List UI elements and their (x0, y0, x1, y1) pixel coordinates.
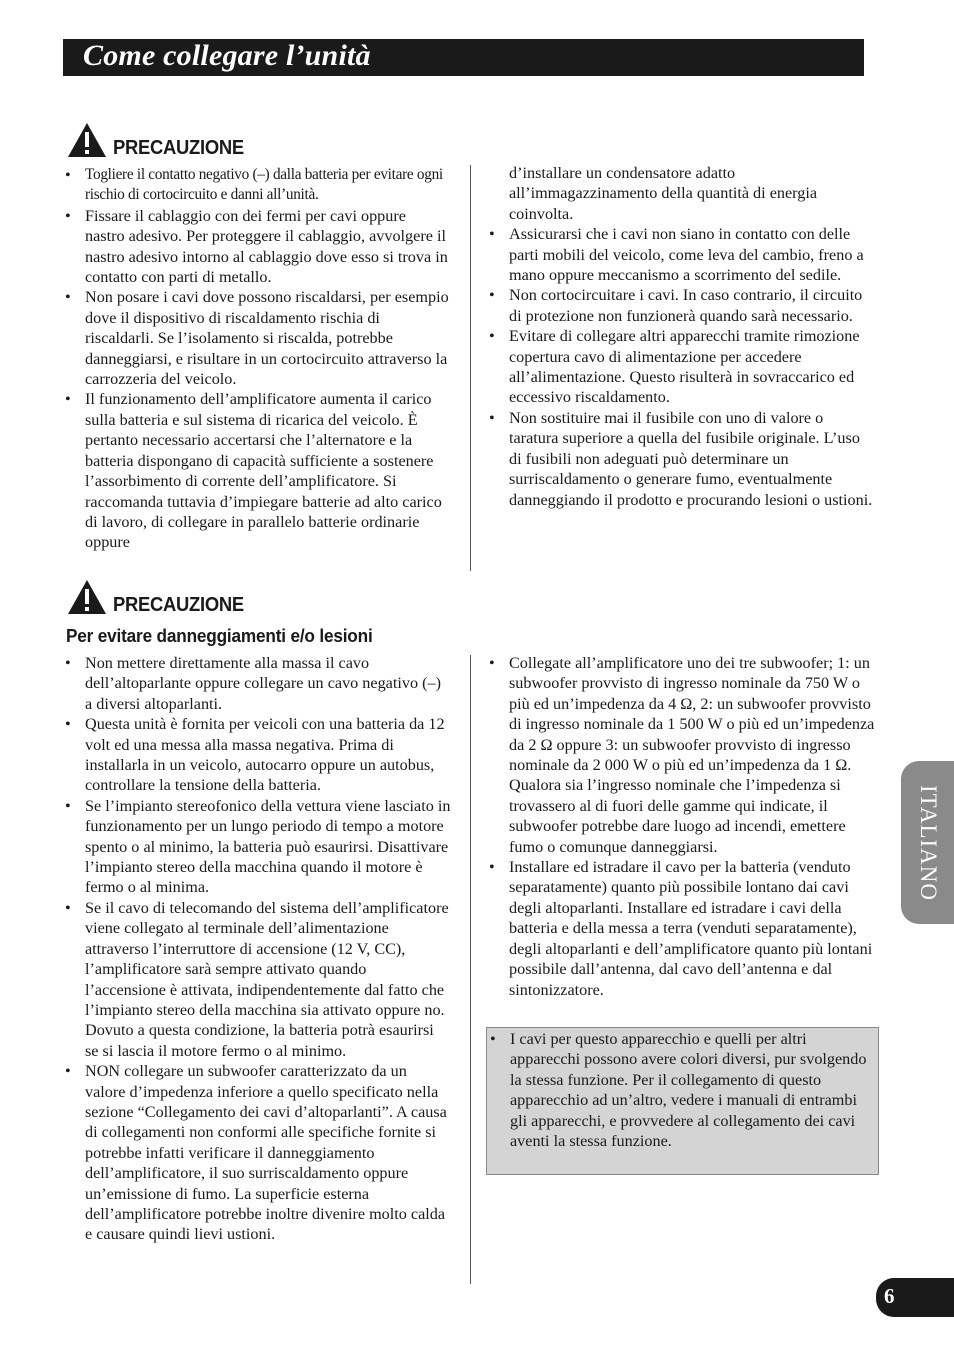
caution-list-2-left (63, 653, 451, 1245)
caution-list-2-right (487, 653, 876, 1000)
section-subheading: Per evitare danneggiamenti e/o lesioni (66, 625, 373, 646)
warning-triangle-icon (67, 579, 107, 615)
list-item: • Non sostituire mai il fusibile con uno di valore o taratura superiore a quella del fusibile originale. L’uso di fusibili non adeguati può determinare un surriscaldamento o generare fumo, eventualmente danneggiando il prodotto e procurando lesioni o ustioni. (487, 408, 875, 510)
list-item: • Non mettere direttamente alla massa il cavo dell’altoparlante oppure collegare un cavo negativo (–) a diversi altoparlanti. (63, 653, 451, 714)
list-item: • NON collegare un subwoofer caratterizzato da un valore d’impedenza inferiore a quello specificato nella sezione “Collegamento dei cavi d’altoparlanti”. A causa di collegamenti non conformi alle specifiche fornite si potrebbe infatti verificare il danneggiamento dell’amplificatore, il suo surriscaldamento oppure un’emissione di fumo. La superficie esterna dell’amplificatore potrebbe inoltre divenire molto calda e causare quindi lievi ustioni. (63, 1061, 451, 1245)
column-divider (470, 655, 471, 1284)
list-item: • Se il cavo di telecomando del sistema dell’amplificatore viene collegato al terminale dell’alimentazione attraverso l’interruttore di accensione (12 V, CC), l’amplificatore sarà sempre attivato quando l’accensione è attivata, indipendentemente dal fatto che l’impianto stereo della macchina sia attivato oppure no. Dovuto a questa condizione, la batteria potrà esaurirsi se si lascia il motore fermo o al minimo. (63, 898, 451, 1061)
language-tab (901, 761, 954, 924)
caution-list-1-left (63, 165, 449, 553)
language-tab-label: ITALIANO (915, 784, 941, 901)
note-box (486, 1027, 879, 1175)
list-item-continuation: d’installare un condensatore adatto all’immagazzinamento della quantità di energia coinvolta. (509, 164, 818, 223)
column-divider (470, 165, 471, 571)
caution-heading-2 (67, 579, 255, 615)
caution-label: PRECAUZIONE (113, 594, 244, 616)
title-bar (63, 39, 864, 76)
warning-triangle-icon (67, 122, 107, 158)
list-item: • Installare ed istradare il cavo per la batteria (venduto separatamente) quanto più possibile lontano dai cavi degli altoparlanti. Installare ed istradare i cavi della batteria e della messa a terra (venduti separatamente), degli altoparlanti e dell’amplificatore quanto più lontani possibile dall’antenna, dal cavo dell’antenna e dal sintonizzatore. (487, 857, 876, 1000)
list-item: • Il funzionamento dell’amplificatore aumenta il carico sulla batteria e sul sistema di ricarica del veicolo. È pertanto necessario accertarsi che l’alternatore e la batteria dispongano di capacità sufficiente a sostenere l’assorbimento di corrente dell’amplificatore. Si raccomanda tuttavia d’impiegare batterie ad alto carico di lavoro, di collegare in parallelo batterie ordinarie oppure (63, 389, 449, 552)
list-item: • Togliere il contatto negativo (–) dalla batteria per evitare ogni rischio di cortocircuito e danni all’unità. (63, 165, 449, 206)
page-number: 6 (884, 1284, 895, 1308)
list-item: • Collegate all’amplificatore uno dei tre subwoofer; 1: un subwoofer provvisto di ingresso nominale da 750 W o più ed un’impedenza da 4 Ω, 2: un subwoofer provvisto di ingresso nominale da 1 500 W o più ed un’impedenza da 2 Ω oppure 3: un subwoofer provvisto di ingresso nominale da 2 000 W o più ed un’impedenza da 1 Ω. Qualora sia l’ingresso nominale che l’impedenza si trovassero al di fuori delle gamme qui indicate, il subwoofer potrebbe dare luogo ad incendi, emettere fumo o comunque danneggiarsi. (487, 653, 876, 857)
page-title: Come collegare l’unità (83, 39, 371, 72)
list-item: • Assicurarsi che i cavi non siano in contatto con delle parti mobili del veicolo, come leva del cambio, freno a mano oppure meccanismo a scorrimento del sedile. (487, 224, 875, 285)
list-item: • Non cortocircuitare i cavi. In caso contrario, il circuito di protezione non funzionerà quando sarà necessario. (487, 285, 875, 326)
note-list (488, 1029, 872, 1151)
list-item: • Non posare i cavi dove possono riscaldarsi, per esempio dove il dispositivo di riscaldamento rischia di riscaldarli. Se l’isolamento si riscalda, potrebbe danneggiarsi, e risultare in un cortocircuito attraverso la carrozzeria del veicolo. (63, 287, 449, 389)
list-item: • Se l’impianto stereofonico della vettura viene lasciato in funzionamento per un lungo periodo di tempo a motore spento o al minimo, la batteria può esaurirsi. Disattivare l’impianto stereo della macchina quando il motore è fermo o al minima. (63, 796, 451, 898)
caution-heading-1 (67, 122, 255, 158)
caution-label: PRECAUZIONE (113, 137, 244, 159)
caution-list-1-right (487, 163, 875, 510)
page-number-tab (876, 1278, 954, 1317)
list-item: • Questa unità è fornita per veicoli con una batteria da 12 volt ed una messa alla massa negativa. Prima di installarla in un veicolo, autocarro oppure un autobus, controllare la tensione della batteria. (63, 714, 451, 796)
list-item: • Evitare di collegare altri apparecchi tramite rimozione copertura cavo di alimentazione per accedere all’alimentazione. Questo risulterà in sovraccarico ed eccessivo riscaldamento. (487, 326, 875, 408)
list-item: • Fissare il cablaggio con dei fermi per cavi oppure nastro adesivo. Per proteggere il cablaggio, avvolgere il nastro adesivo intorno al cablaggio dove esso si trova in contatto con parti di metallo. (63, 206, 449, 288)
list-item: • I cavi per questo apparecchio e quelli per altri apparecchi possono avere colori diversi, pur svolgendo la stessa funzione. Per il collegamento di questo apparecchio ad un’altro, vedere i manuali di entrambi gli apparecchi, e provvedere al collegamento dei cavi aventi la stessa funzione. (488, 1029, 872, 1151)
